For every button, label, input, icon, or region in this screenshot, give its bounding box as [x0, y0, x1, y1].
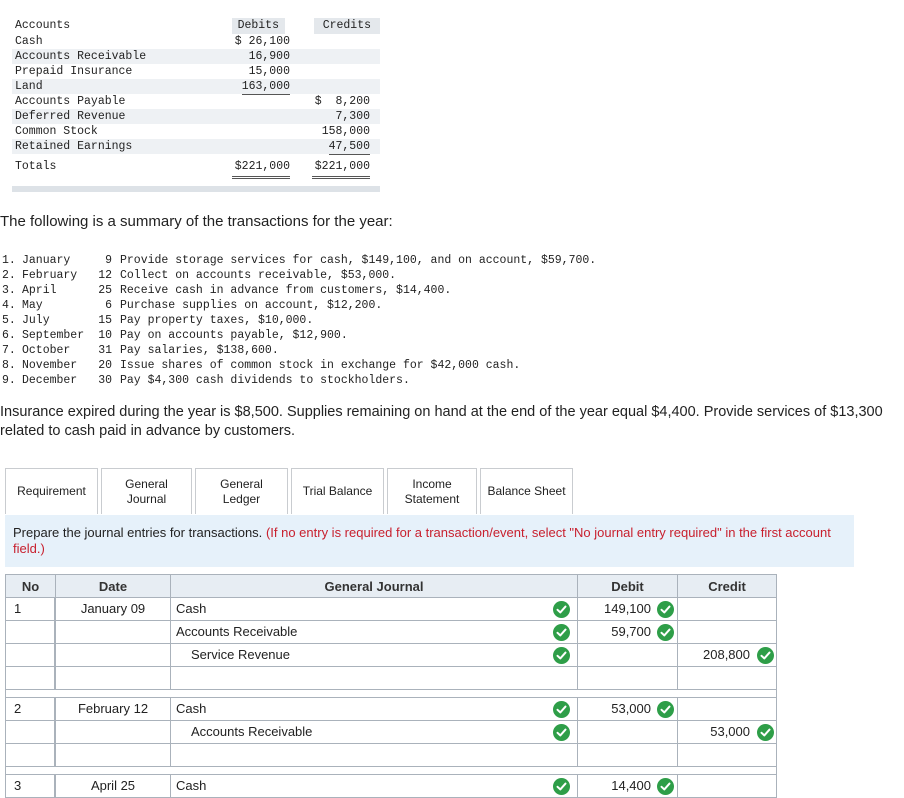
credit-value: 7,300 [335, 110, 370, 123]
entry-number [5, 644, 55, 667]
credit-field[interactable]: 53,000 [677, 721, 777, 744]
transaction-day: 30 [98, 374, 112, 387]
transaction-day: 25 [98, 284, 112, 297]
debit-value: 15,000 [248, 65, 290, 78]
tab-label-line1: Income [412, 476, 452, 491]
header-credit: Credit [677, 574, 777, 598]
credit-field[interactable] [677, 667, 777, 690]
transaction-item [2, 313, 596, 328]
transaction-number: 3. [2, 284, 16, 297]
account-field[interactable] [170, 667, 577, 690]
debit-field[interactable]: 14,400 [577, 775, 677, 798]
summary-title: The following is a summary of the transactions for the year: [0, 213, 393, 230]
entry-date[interactable]: April 25 [55, 775, 170, 798]
debit-field[interactable]: 53,000 [577, 698, 677, 721]
check-circle-icon [553, 701, 570, 718]
account-field[interactable]: Cash [170, 698, 577, 721]
debit-value: 163,000 [241, 80, 290, 93]
tab-label [487, 484, 565, 499]
check-circle-icon [757, 724, 774, 741]
instructions-hint: (If no entry is required for a transaction/event, select "No journal entry required" in the first account field.) [13, 525, 831, 556]
transaction-month: May [22, 299, 43, 312]
credit-value: 158,000 [321, 125, 370, 138]
transaction-day: 15 [98, 314, 112, 327]
account-field[interactable] [170, 744, 577, 767]
credit-field[interactable] [677, 698, 777, 721]
transaction-month: October [22, 344, 71, 357]
tab-general-journal[interactable] [101, 468, 192, 514]
transaction-number: 5. [2, 314, 16, 327]
check-circle-icon [757, 647, 774, 664]
trial-balance-row [12, 34, 380, 49]
totals-label: Totals [15, 160, 57, 173]
transaction-list [2, 253, 596, 388]
account-name: Common Stock [15, 125, 98, 138]
entry-date[interactable]: January 09 [55, 598, 170, 621]
credit-field[interactable] [677, 598, 777, 621]
trial-balance-header [12, 18, 380, 34]
check-circle-icon [553, 724, 570, 741]
transaction-text: Pay $4,300 cash dividends to stockholders. [120, 374, 410, 387]
entry-date[interactable] [55, 744, 170, 767]
tab-balance-sheet[interactable] [480, 468, 573, 514]
transaction-day: 9 [105, 254, 112, 267]
account-name: Accounts Receivable [15, 50, 147, 63]
tab-label-line1: Balance Sheet [487, 484, 566, 498]
header-no: No [5, 574, 56, 598]
account-field[interactable]: Cash [170, 775, 577, 798]
debit-field[interactable]: 59,700 [577, 621, 677, 644]
entry-number [5, 621, 55, 644]
entry-date[interactable] [55, 667, 170, 690]
debit-field[interactable]: 149,100 [577, 598, 677, 621]
credit-value: 47,500 [328, 140, 370, 153]
check-circle-icon [657, 601, 674, 618]
transaction-day: 6 [105, 299, 112, 312]
entry-number [5, 667, 55, 690]
account-field[interactable]: Service Revenue [170, 644, 577, 667]
header-debits: Debits [232, 18, 285, 34]
debit-value: $ 26,100 [234, 35, 290, 48]
transaction-item [2, 373, 596, 388]
account-name: Cash [15, 35, 43, 48]
transaction-number: 1. [2, 254, 16, 267]
check-circle-icon [553, 601, 570, 618]
debit-field[interactable] [577, 721, 677, 744]
account-field[interactable]: Accounts Receivable [170, 621, 577, 644]
transaction-day: 31 [98, 344, 112, 357]
trial-balance-row [12, 64, 380, 79]
transaction-text: Pay property taxes, $10,000. [120, 314, 314, 327]
tab-label [125, 477, 168, 507]
instructions-box [5, 515, 854, 567]
transaction-day: 12 [98, 269, 112, 282]
header-debit: Debit [577, 574, 678, 598]
entry-number [5, 744, 55, 767]
trial-balance-row [12, 79, 380, 94]
entry-number: 2 [5, 698, 55, 721]
account-name: Accounts Payable [15, 95, 126, 108]
account-name: Deferred Revenue [15, 110, 126, 123]
transaction-item [2, 328, 596, 343]
entry-number [5, 721, 55, 744]
account-field[interactable]: Cash [170, 598, 577, 621]
adjustment-note: Insurance expired during the year is $8,500. Supplies remaining on hand at the end of the year equal $4,400. Provide services of $13,300 related to cash paid in advance by customers. [0, 404, 883, 439]
transaction-text: Pay salaries, $138,600. [120, 344, 279, 357]
table-bottom-bar [12, 186, 380, 192]
tab-label [220, 477, 263, 507]
check-circle-icon [657, 778, 674, 795]
transaction-day: 10 [98, 329, 112, 342]
trial-balance-row [12, 139, 380, 154]
tab-label-line1: General [125, 476, 168, 491]
trial-balance-table [12, 18, 380, 192]
transaction-number: 4. [2, 299, 16, 312]
totals-debit: $221,000 [232, 158, 290, 179]
entry-date[interactable] [55, 644, 170, 667]
check-circle-icon [553, 624, 570, 641]
entry-date[interactable]: February 12 [55, 698, 170, 721]
transaction-item [2, 268, 596, 283]
credit-value: $ 8,200 [314, 95, 370, 108]
header-credits: Credits [314, 18, 380, 34]
tab-label-line2: Ledger [222, 491, 261, 506]
account-name: Prepaid Insurance [15, 65, 133, 78]
transaction-day: 20 [98, 359, 112, 372]
transaction-month: February [22, 269, 78, 282]
transaction-month: January [22, 254, 71, 267]
transaction-item [2, 358, 596, 373]
transaction-text: Receive cash in advance from customers, $14,400. [120, 284, 452, 297]
account-field[interactable]: Accounts Receivable [170, 721, 577, 744]
transaction-item [2, 343, 596, 358]
transaction-number: 9. [2, 374, 16, 387]
check-circle-icon [657, 624, 674, 641]
transaction-item [2, 298, 596, 313]
entry-number: 1 [5, 598, 55, 621]
instructions-text: Prepare the journal entries for transactions. [13, 525, 263, 540]
tab-income-statement[interactable] [387, 468, 477, 514]
trial-balance-row [12, 49, 380, 64]
transaction-text: Purchase supplies on account, $12,200. [120, 299, 383, 312]
transaction-text: Provide storage services for cash, $149,100, and on account, $59,700. [120, 254, 597, 267]
transaction-month: September [22, 329, 85, 342]
transaction-number: 7. [2, 344, 16, 357]
entry-date[interactable] [55, 621, 170, 644]
header-accounts: Accounts [15, 19, 71, 32]
transaction-month: November [22, 359, 78, 372]
trial-balance-row [12, 124, 380, 139]
tab-label-line1: Trial Balance [302, 484, 373, 498]
credit-field[interactable] [677, 775, 777, 798]
check-circle-icon [657, 701, 674, 718]
tab-label-line2: Statement [404, 491, 460, 506]
tab-label-line1: Requirement [17, 484, 86, 498]
check-circle-icon [553, 778, 570, 795]
credit-field[interactable] [677, 744, 777, 767]
header-general-journal: General Journal [170, 574, 578, 598]
totals-credit: $221,000 [312, 158, 370, 179]
transaction-number: 8. [2, 359, 16, 372]
entry-separator [5, 690, 777, 698]
account-name: Retained Earnings [15, 140, 133, 153]
transaction-text: Issue shares of common stock in exchange for $42,000 cash. [120, 359, 521, 372]
credit-field[interactable]: 208,800 [677, 644, 777, 667]
debit-value: 16,900 [248, 50, 290, 63]
trial-balance-totals [12, 158, 380, 176]
transaction-item [2, 283, 596, 298]
transaction-number: 2. [2, 269, 16, 282]
tab-label [405, 477, 460, 507]
transaction-month: April [22, 284, 57, 297]
tab-general-ledger[interactable] [195, 468, 288, 514]
tab-trial-balance[interactable] [291, 468, 384, 514]
transaction-number: 6. [2, 329, 16, 342]
transaction-text: Collect on accounts receivable, $53,000. [120, 269, 397, 282]
debit-field[interactable] [577, 744, 677, 767]
credit-field[interactable] [677, 621, 777, 644]
debit-field[interactable] [577, 644, 677, 667]
tab-requirement[interactable] [5, 468, 98, 514]
tab-label-line1: General [220, 476, 263, 491]
tab-label-line2: Journal [126, 491, 167, 506]
transaction-text: Pay on accounts payable, $12,900. [120, 329, 348, 342]
account-name: Land [15, 80, 43, 93]
transaction-item [2, 253, 596, 268]
debit-field[interactable] [577, 667, 677, 690]
check-circle-icon [553, 647, 570, 664]
entry-date[interactable] [55, 721, 170, 744]
tab-label [303, 484, 373, 499]
trial-balance-row [12, 109, 380, 124]
entry-separator [5, 767, 777, 775]
header-date: Date [55, 574, 171, 598]
tab-label [17, 484, 86, 499]
entry-number: 3 [5, 775, 55, 798]
trial-balance-row [12, 94, 380, 109]
transaction-month: July [22, 314, 50, 327]
transaction-month: December [22, 374, 78, 387]
